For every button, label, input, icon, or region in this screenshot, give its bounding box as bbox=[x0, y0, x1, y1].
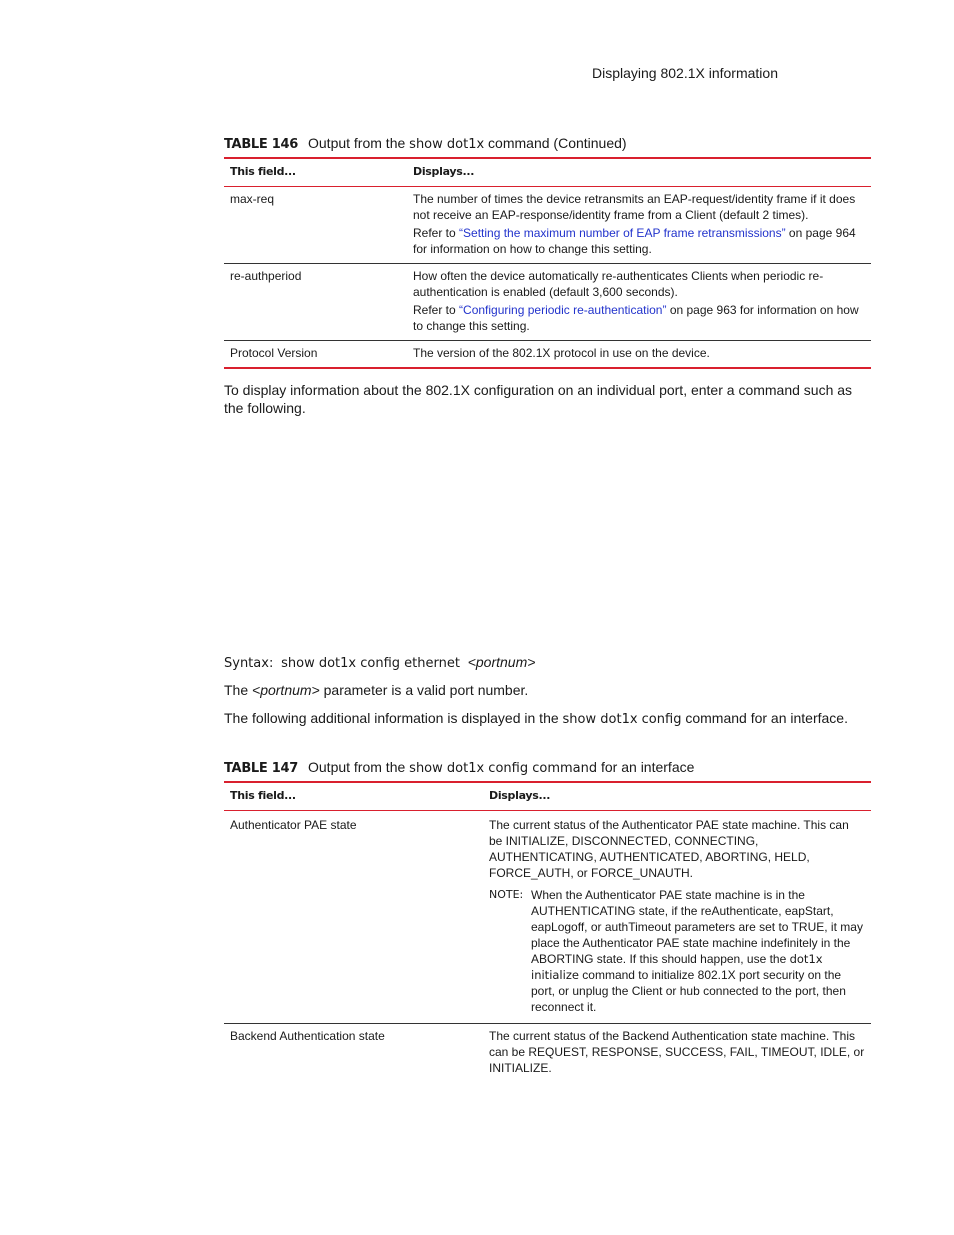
syntax-param: <portnum> bbox=[467, 654, 536, 670]
description-text: How often the device automatically re-authenticates Clients when periodic re-authentication is enabled (default 3,600 seconds). bbox=[413, 269, 824, 299]
refer-prefix: Refer to bbox=[413, 226, 460, 240]
table-146-caption-pre: Output from the bbox=[308, 135, 410, 151]
param-paragraph bbox=[224, 681, 870, 699]
field-cell: re-authperiod bbox=[224, 264, 407, 341]
param-name: <portnum> bbox=[252, 682, 320, 698]
intro-paragraph: To display information about the 802.1X configuration on an individual port, enter a command such as the following. bbox=[224, 382, 853, 416]
table-147-caption bbox=[224, 759, 694, 776]
table-row bbox=[224, 341, 871, 369]
table-147-label: TABLE 147 bbox=[224, 761, 298, 776]
refer-prefix: Refer to bbox=[413, 303, 460, 317]
field-cell: Backend Authentication state bbox=[230, 1029, 385, 1043]
table-147-caption-pre: Output from the bbox=[308, 759, 410, 775]
refer-suffix: on page 963 for information on how to change this setting. bbox=[413, 303, 859, 333]
reference-text bbox=[413, 225, 865, 257]
additional-pre: The following additional information is displayed in the bbox=[224, 710, 563, 726]
table-147-col-field: This field... bbox=[224, 782, 483, 811]
table-147-caption-post: for an interface bbox=[597, 759, 695, 775]
syntax-line bbox=[224, 654, 535, 671]
field-cell: Protocol Version bbox=[224, 341, 407, 369]
refer-suffix: on page 964 for information on how to change this setting. bbox=[413, 226, 856, 256]
table-147-header-row bbox=[224, 782, 871, 811]
displays-cell: The current status of the Backend Authentication state machine. This can be REQUEST, RESPONSE, SUCCESS, FAIL, TIMEOUT, IDLE, or INITIALIZE. bbox=[489, 1029, 865, 1075]
displays-cell: The version of the 802.1X protocol in use on the device. bbox=[407, 341, 871, 369]
table-row bbox=[224, 264, 871, 341]
table-row bbox=[224, 811, 871, 1024]
table-147-col-displays: Displays... bbox=[483, 782, 871, 811]
description-text: The number of times the device retransmits an EAP-request/identity frame if it does not receive an EAP-response/identity frame from a Client (default 2 times). bbox=[413, 192, 856, 222]
note-label: NOTE: bbox=[489, 888, 524, 901]
table-row bbox=[224, 187, 871, 264]
note-cmd: dot1x initialize bbox=[531, 952, 823, 982]
field-cell: Authenticator PAE state bbox=[224, 811, 483, 1024]
xref-link-max-retransmissions[interactable]: “Setting the maximum number of EAP frame retransmissions” bbox=[459, 226, 786, 240]
field-cell: max-req bbox=[224, 187, 407, 264]
table-146-caption-post: command (Continued) bbox=[484, 135, 627, 151]
additional-info-paragraph bbox=[224, 709, 870, 729]
note-post: command to initialize 802.1X port security on the port, or unplug the Client or hub connected to the port, then reconnect it. bbox=[531, 968, 846, 1014]
syntax-label: Syntax: bbox=[224, 656, 274, 671]
displays-cell bbox=[483, 811, 871, 1024]
note-text bbox=[531, 887, 865, 1015]
table-146-header-row bbox=[224, 158, 871, 187]
table-147-caption-cmd: show dot1x config command bbox=[409, 761, 598, 776]
xref-link-periodic-reauth[interactable]: “Configuring periodic re-authentication” bbox=[459, 303, 667, 317]
displays-cell bbox=[407, 264, 871, 341]
running-header: Displaying 802.1X information bbox=[592, 65, 778, 81]
table-147 bbox=[224, 781, 871, 1082]
table-146-col-field: This field... bbox=[224, 158, 407, 187]
param-pre: The bbox=[224, 682, 253, 698]
table-146-label: TABLE 146 bbox=[224, 137, 298, 152]
table-146-col-displays: Displays... bbox=[407, 158, 871, 187]
reference-text bbox=[413, 302, 865, 334]
displays-cell bbox=[407, 187, 871, 264]
description-text: The current status of the Authenticator PAE state machine. This can be INITIALIZE, DISCONNECTED, CONNECTING, AUTHENTICATING, AUTHENTICATED, ABORTING, HELD, FORCE_AUTH, or FORCE_UNAUTH. bbox=[489, 818, 849, 880]
table-146-caption bbox=[224, 135, 627, 152]
table-row bbox=[224, 1024, 871, 1083]
syntax-command: show dot1x config ethernet bbox=[281, 656, 460, 671]
table-146-caption-cmd: show dot1x bbox=[409, 137, 485, 152]
additional-post: command for an interface. bbox=[681, 710, 848, 726]
table-146 bbox=[224, 157, 871, 369]
note-block bbox=[489, 887, 865, 1015]
additional-cmd: show dot1x config bbox=[562, 712, 682, 727]
note-pre: When the Authenticator PAE state machine is in the AUTHENTICATING state, if the reAuthenticate, eapStart, eapLogoff, or authTimeout parameters are set to TRUE, it may place the Authenticator PAE state machine indefinitely in the ABORTING state. If this should happen, use the bbox=[531, 888, 863, 966]
param-post: parameter is a valid port number. bbox=[319, 682, 529, 698]
